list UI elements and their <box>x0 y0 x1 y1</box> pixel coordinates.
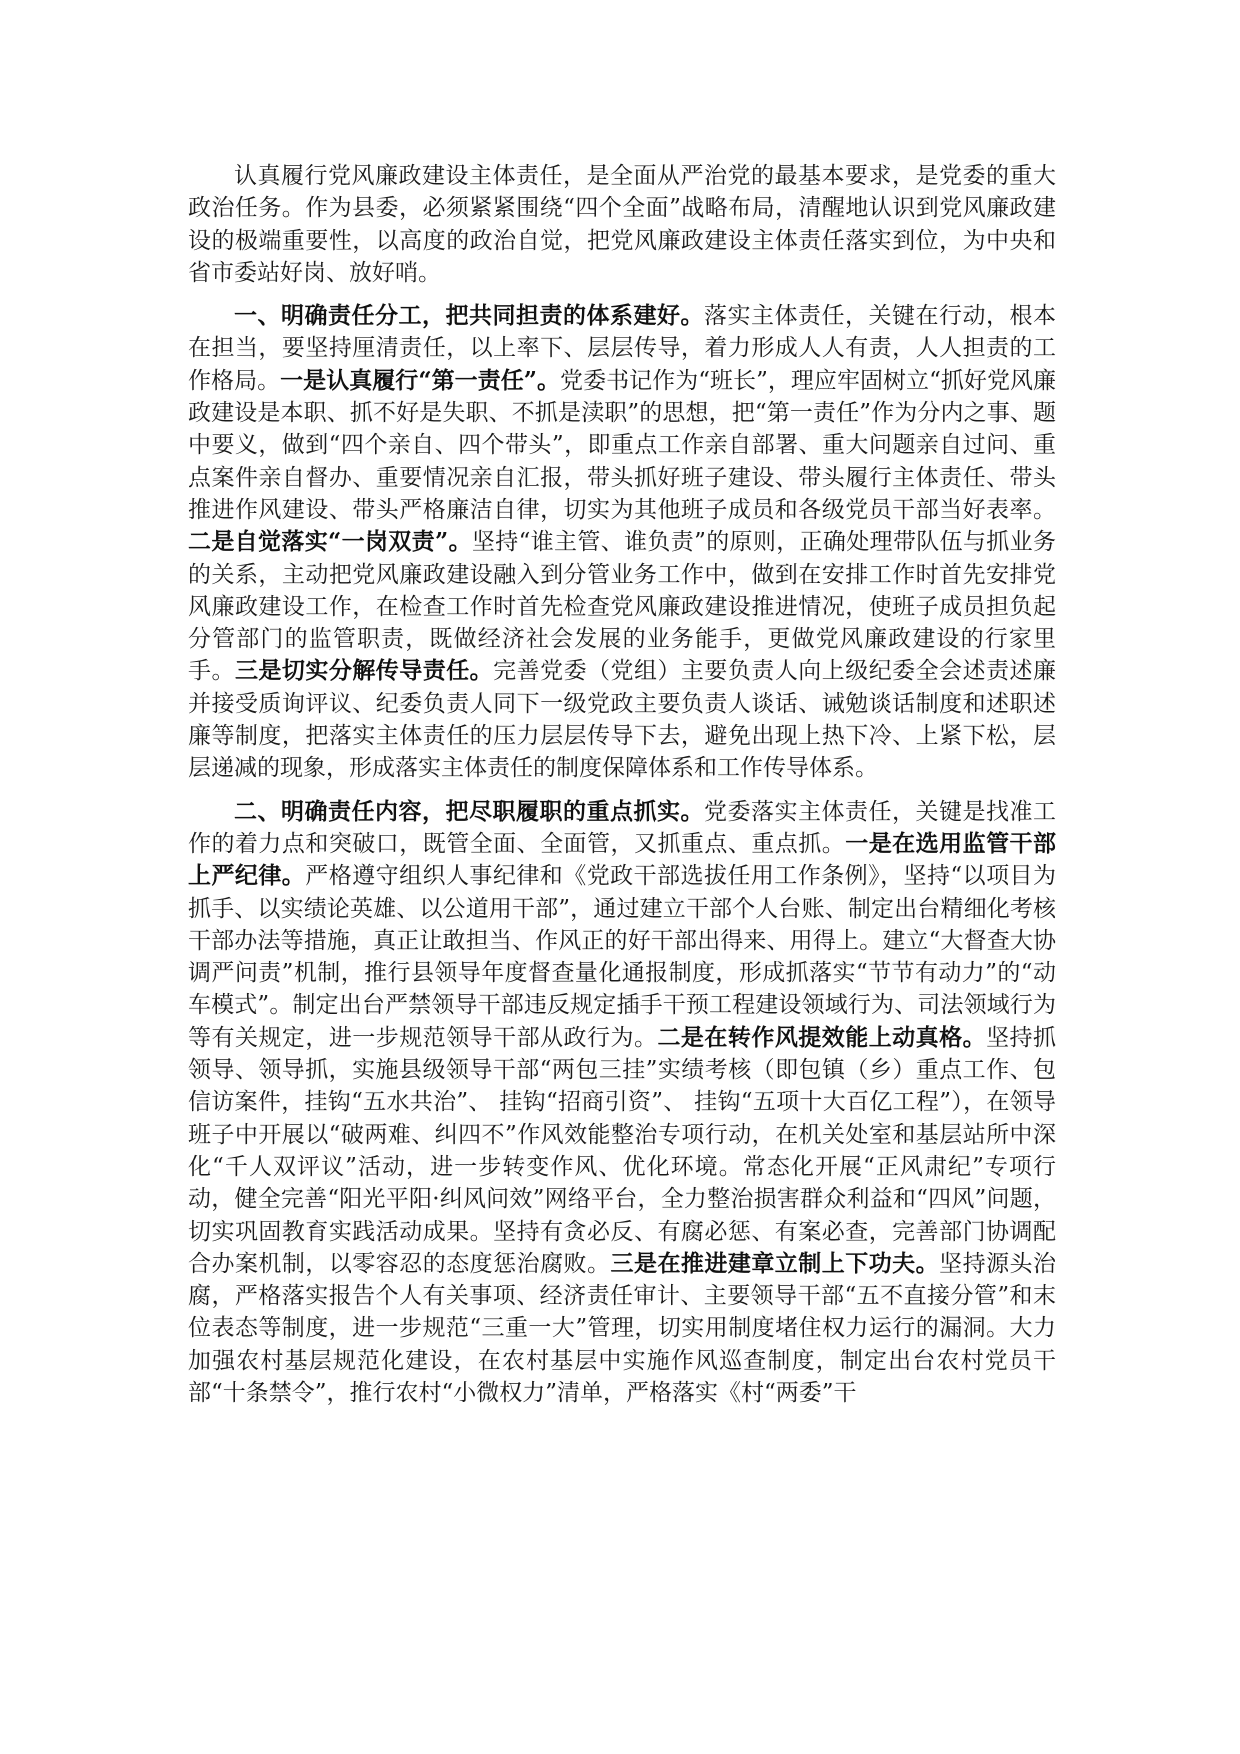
section-one-point-two-text: 坚持“谁主管、谁负责”的原则，正确处理带队伍与抓业务的关系，主动把党风廉政建设融入到分管业务工作中，做到在安排工作时首先安排党风廉政建设工作，在检查工作时首先检查党风廉政建设推进情况，使班子成员担负起分管部门的监管职责，既做经济社会发展的业务能手，更做党风廉政建设的行家里手。 <box>188 529 1056 685</box>
section-one-point-one-text: 党委书记作为“班长”，理应牢固树立“抓好党风廉政建设是本职、抓不好是失职、不抓是渎职”的思想，把“第一责任”作为分内之事、题中要义，做到“四个亲自、四个带头”，即重点工作亲自部署、重大问题亲自过问、重点案件亲自督办、重要情况亲自汇报，带头抓好班子建设、带头履行主体责任、带头推进作风建设、带头严格廉洁自律，切实为其他班子成员和各级党员干部当好表率。 <box>188 367 1057 523</box>
section-one-point-three-heading: 三是切实分解传导责任。 <box>234 657 494 685</box>
section-two-point-one-heading: 一是在选用监管干部上严纪律。 <box>188 829 1057 890</box>
section-one-point-two-heading: 二是自觉落实“一岗双责”。 <box>188 528 472 556</box>
paragraph-intro-text: 认真履行党风廉政建设主体责任，是全面从严治党的最基本要求，是党委的重大政治任务。作为县委，必须紧紧围绕“四个全面”战略布局，清醒地认识到党风廉政建设的极端重要性，以高度的政治自觉，把党风廉政建设主体责任落实到位，为中央和省市委站好岗、放好哨。 <box>188 163 1056 286</box>
section-two-point-one-text: 严格遵守组织人事纪律和《党政干部选拔任用工作条例》，坚持“以项目为抓手、以实绩论英雄、以公道用干部”，通过建立干部个人台账、制定出台精细化考核干部办法等措施，真正让敢担当、作风正的好干部出得来、用得上。建立“大督查大协调严问责”机制，推行县领导年度督查量化通报制度，形成抓落实“节节有动力”的“动车模式”。制定出台严禁领导干部违反规定插手干预工程建设领域行为、司法领域行为等有关规定，进一步规范领导干部从政行为。 <box>188 863 1056 1051</box>
section-two-point-three-text: 坚持源头治腐，严格落实报告个人有关事项、经济责任审计、主要领导干部“五不直接分管”和末位表态等制度，进一步规范“三重一大”管理，切实用制度堵住权力运行的漏洞。大力加强农村基层规范化建设，在农村基层中实施作风巡查制度，制定出台农村党员干部“十条禁令”，推行农村“小微权力”清单，严格落实《村“两委”干 <box>188 1250 1057 1406</box>
section-two-point-two-text: 坚持抓领导、领导抓，实施县级领导干部“两包三挂”实绩考核（即包镇（乡）重点工作、包信访案件，挂钩“五水共治”、 挂钩“招商引资”、 挂钩“五项十大百亿工程”），在领导班子中开展以“破两难、纠四不”作风效能整治专项行动，在机关处室和基层站所中深化“千人双评议”活动，进一步转变作风、优化环境。常态化开展“正风肃纪”专项行动，健全完善“阳光平阳·纠风问效”网络平台，全力整治损害群众利益和“四风”问题，切实巩固教育实践活动成果。坚持有贪必反、有腐必惩、有案必查，完善部门协调配合办案机制，以零容忍的态度惩治腐败。 <box>188 1024 1057 1277</box>
section-two-point-three-heading: 三是在推进建章立制上下功夫。 <box>610 1249 940 1277</box>
section-two-heading: 二、明确责任内容，把尽职履职的重点抓实。 <box>234 797 704 825</box>
section-one-text: 落实主体责任，关键在行动，根本在担当，要坚持厘清责任，以上率下、层层传导，着力形成人人有责，人人担责的工作格局。 <box>188 303 1056 394</box>
section-one-point-three-text: 完善党委（党组）主要负责人向上级纪委全会述责述廉并接受质询评议、纪委负责人同下一级党政主要负责人谈话、诫勉谈话制度和述职述廉等制度，把落实主体责任的压力层层传导下去，避免出现上热下冷、上紧下松，层层递减的现象，形成落实主体责任的制度保障体系和工作传导体系。 <box>188 658 1057 782</box>
paragraph-section-two <box>188 796 1056 1410</box>
section-two-point-two-heading: 二是在转作风提效能上动真格。 <box>657 1023 987 1051</box>
section-two-text: 党委落实主体责任，关键是找准工作的着力点和突破口，既管全面、全面管，又抓重点、重点抓。 <box>188 798 1056 857</box>
paragraph-section-one <box>188 300 1056 784</box>
paragraph-intro <box>188 160 1056 289</box>
section-one-heading: 一、明确责任分工，把共同担责的体系建好。 <box>234 302 704 330</box>
section-one-point-one-heading: 一是认真履行“第一责任”。 <box>280 366 561 394</box>
document-body <box>188 160 1056 1420</box>
